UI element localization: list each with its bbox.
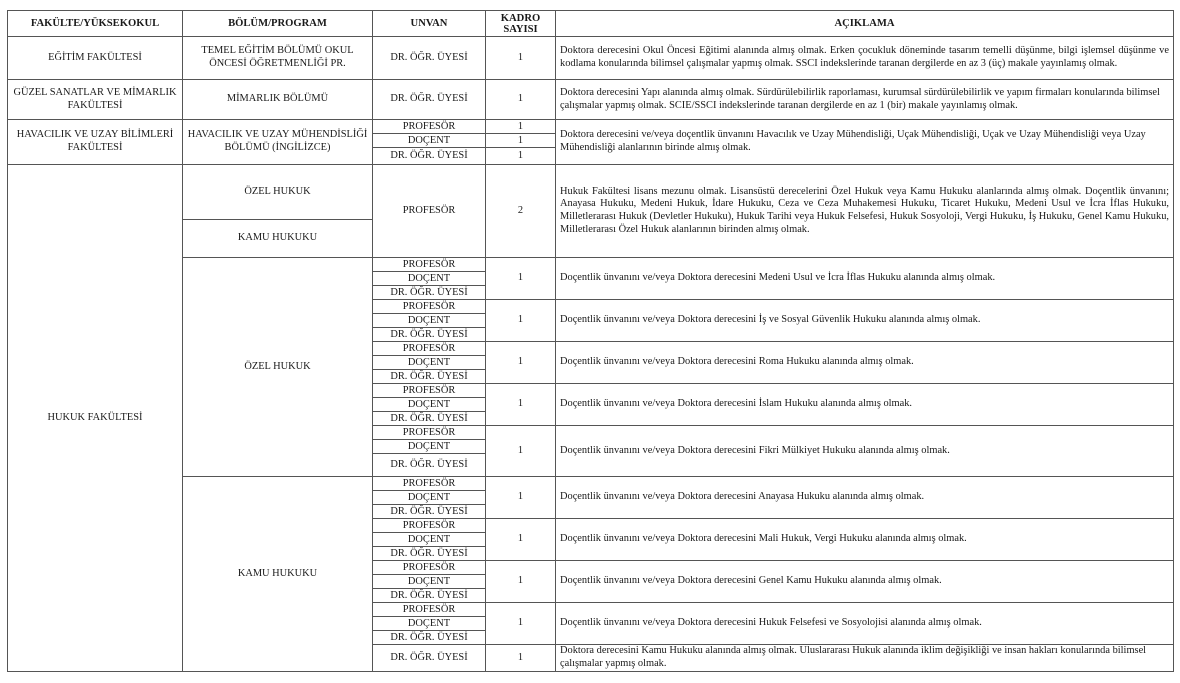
count-cell: 2 [486, 165, 556, 258]
table-row [8, 477, 1174, 491]
faculty-cell: HAVACILIK VE UZAY BİLİMLERİ FAKÜLTESİ [8, 120, 183, 165]
header-faculty: FAKÜLTE/YÜKSEKOKUL [8, 11, 183, 37]
title-cell: PROFESÖR [373, 165, 486, 258]
title-cell: DR. ÖĞR. ÜYESİ [373, 454, 486, 477]
header-row [8, 11, 1174, 37]
department-cell: TEMEL EĞİTİM BÖLÜMÜ OKUL ÖNCESİ ÖĞRETMENLİĞİ PR. [183, 37, 373, 80]
count-cell: 1 [486, 80, 556, 120]
header-description: AÇIKLAMA [556, 11, 1174, 37]
title-cell: PROFESÖR [373, 477, 486, 491]
description-cell: Doçentlik ünvanını ve/veya Doktora derecesini Genel Kamu Hukuku alanında almış olmak. [556, 561, 1174, 603]
staff-positions-table [7, 10, 1174, 672]
description-cell: Doçentlik ünvanını ve/veya Doktora derecesini Mali Hukuk, Vergi Hukuku alanında almış olmak. [556, 519, 1174, 561]
title-cell: DOÇENT [373, 134, 486, 148]
count-cell: 1 [486, 561, 556, 603]
count-cell: 1 [486, 519, 556, 561]
title-cell: DR. ÖĞR. ÜYESİ [373, 148, 486, 165]
title-cell: DOÇENT [373, 533, 486, 547]
faculty-cell: EĞİTİM FAKÜLTESİ [8, 37, 183, 80]
description-cell: Doktora derecesini Yapı alanında almış olmak. Sürdürülebilirlik raporlaması, kurumsal sürdürülebilirlik ve yapım firmaları konularında bilimsel çalışmalar yapmış olmak. SCIE/SSCI indekslerinde taranan dergilerde en az 1 (bir) makale yayınlamış olmak. [556, 80, 1174, 120]
description-cell: Doçentlik ünvanını ve/veya Doktora derecesini Medeni Usul ve İcra İflas Hukuku alanında almış olmak. [556, 258, 1174, 300]
description-cell: Doçentlik ünvanını ve/veya Doktora derecesini Fikri Mülkiyet Hukuku alanında almış olmak. [556, 426, 1174, 477]
faculty-cell: GÜZEL SANATLAR VE MİMARLIK FAKÜLTESİ [8, 80, 183, 120]
title-cell: DR. ÖĞR. ÜYESİ [373, 547, 486, 561]
title-cell: DR. ÖĞR. ÜYESİ [373, 645, 486, 672]
title-cell: PROFESÖR [373, 300, 486, 314]
table-row [8, 80, 1174, 120]
header-count: KADRO SAYISI [486, 11, 556, 37]
title-cell: DR. ÖĞR. ÜYESİ [373, 412, 486, 426]
title-cell: PROFESÖR [373, 258, 486, 272]
table-row [8, 37, 1174, 80]
title-cell: DOÇENT [373, 440, 486, 454]
title-cell: DOÇENT [373, 575, 486, 589]
count-cell: 1 [486, 258, 556, 300]
title-cell: PROFESÖR [373, 426, 486, 440]
title-cell: DOÇENT [373, 272, 486, 286]
table-row [8, 120, 1174, 134]
title-cell: PROFESÖR [373, 384, 486, 398]
count-cell: 1 [486, 426, 556, 477]
title-cell: DOÇENT [373, 356, 486, 370]
department-cell: KAMU HUKUKU [183, 477, 373, 672]
department-cell: MİMARLIK BÖLÜMÜ [183, 80, 373, 120]
count-cell: 1 [486, 384, 556, 426]
title-cell: PROFESÖR [373, 519, 486, 533]
department-cell: HAVACILIK VE UZAY MÜHENDİSLİĞİ BÖLÜMÜ (İNGİLİZCE) [183, 120, 373, 165]
table-row [8, 258, 1174, 272]
title-cell: DOÇENT [373, 398, 486, 412]
department-cell: ÖZEL HUKUK [183, 258, 373, 477]
title-cell: PROFESÖR [373, 603, 486, 617]
count-cell: 1 [486, 148, 556, 165]
count-cell: 1 [486, 37, 556, 80]
title-cell: DOÇENT [373, 491, 486, 505]
title-cell: DR. ÖĞR. ÜYESİ [373, 631, 486, 645]
header-department: BÖLÜM/PROGRAM [183, 11, 373, 37]
faculty-cell: HUKUK FAKÜLTESİ [8, 165, 183, 672]
title-cell: DR. ÖĞR. ÜYESİ [373, 328, 486, 342]
description-cell: Doktora derecesini Okul Öncesi Eğitimi alanında almış olmak. Erken çocukluk döneminde tasarım temelli düşünme, bilgi işlemsel düşünme ve kodlama konularında bilimsel çalışmalar yapmış olmak. SSCI indekslerinde taranan dergilerde en az 3 (üç) makale yayınlamış olmak. [556, 37, 1174, 80]
count-cell: 1 [486, 603, 556, 645]
title-cell: DOÇENT [373, 314, 486, 328]
title-cell: DR. ÖĞR. ÜYESİ [373, 589, 486, 603]
department-cell: ÖZEL HUKUK [183, 165, 373, 220]
title-cell: PROFESÖR [373, 342, 486, 356]
title-cell: DOÇENT [373, 617, 486, 631]
count-cell: 1 [486, 134, 556, 148]
title-cell: DR. ÖĞR. ÜYESİ [373, 505, 486, 519]
description-cell: Doçentlik ünvanını ve/veya Doktora derecesini İslam Hukuku alanında almış olmak. [556, 384, 1174, 426]
count-cell: 1 [486, 342, 556, 384]
title-cell: DR. ÖĞR. ÜYESİ [373, 286, 486, 300]
description-cell: Doktora derecesini ve/veya doçentlik ünvanını Havacılık ve Uzay Mühendisliği, Uçak Mühendisliği, Uçak ve Uzay Mühendisliği veya Uzay Mühendisliği alanlarının birinde almış olmak. [556, 120, 1174, 165]
count-cell: 1 [486, 120, 556, 134]
description-cell: Doçentlik ünvanını ve/veya Doktora derecesini Anayasa Hukuku alanında almış olmak. [556, 477, 1174, 519]
title-cell: DR. ÖĞR. ÜYESİ [373, 370, 486, 384]
title-cell: PROFESÖR [373, 120, 486, 134]
description-cell: Doçentlik ünvanını ve/veya Doktora derecesini Hukuk Felsefesi ve Sosyolojisi alanında almış olmak. [556, 603, 1174, 645]
title-cell: DR. ÖĞR. ÜYESİ [373, 37, 486, 80]
table-row [8, 165, 1174, 220]
count-cell: 1 [486, 645, 556, 672]
header-title: UNVAN [373, 11, 486, 37]
department-cell: KAMU HUKUKU [183, 220, 373, 258]
description-cell: Doktora derecesini Kamu Hukuku alanında almış olmak. Uluslararası Hukuk alanında iklim değişikliği ve insan hakları konularında bilimsel çalışmalar yapmış olmak. [556, 645, 1174, 672]
title-cell: DR. ÖĞR. ÜYESİ [373, 80, 486, 120]
description-cell: Hukuk Fakültesi lisans mezunu olmak. Lisansüstü derecelerini Özel Hukuk veya Kamu Hukuku alanlarında almış olmak. Doçentlik ünvanını; Anayasa Hukuku, Medeni Hukuk, İdare Hukuku, Ceza ve Ceza Muhakemesi Hukuku, Ticaret Hukuku, Medeni Usul ve İcra İflas Hukuku, Milletlerarası Hukuk (Devletler Hukuku), Hukuk Tarihi veya Hukuk Felsefesi, Hukuk Sosyoloji, Vergi Hukuku, İş Hukuku, Genel Kamu Hukuku, Milletlerarası Özel Hukuk alanlarının birinden almış olmak. [556, 165, 1174, 258]
count-cell: 1 [486, 477, 556, 519]
count-cell: 1 [486, 300, 556, 342]
title-cell: PROFESÖR [373, 561, 486, 575]
description-cell: Doçentlik ünvanını ve/veya Doktora derecesini İş ve Sosyal Güvenlik Hukuku alanında almış olmak. [556, 300, 1174, 342]
description-cell: Doçentlik ünvanını ve/veya Doktora derecesini Roma Hukuku alanında almış olmak. [556, 342, 1174, 384]
